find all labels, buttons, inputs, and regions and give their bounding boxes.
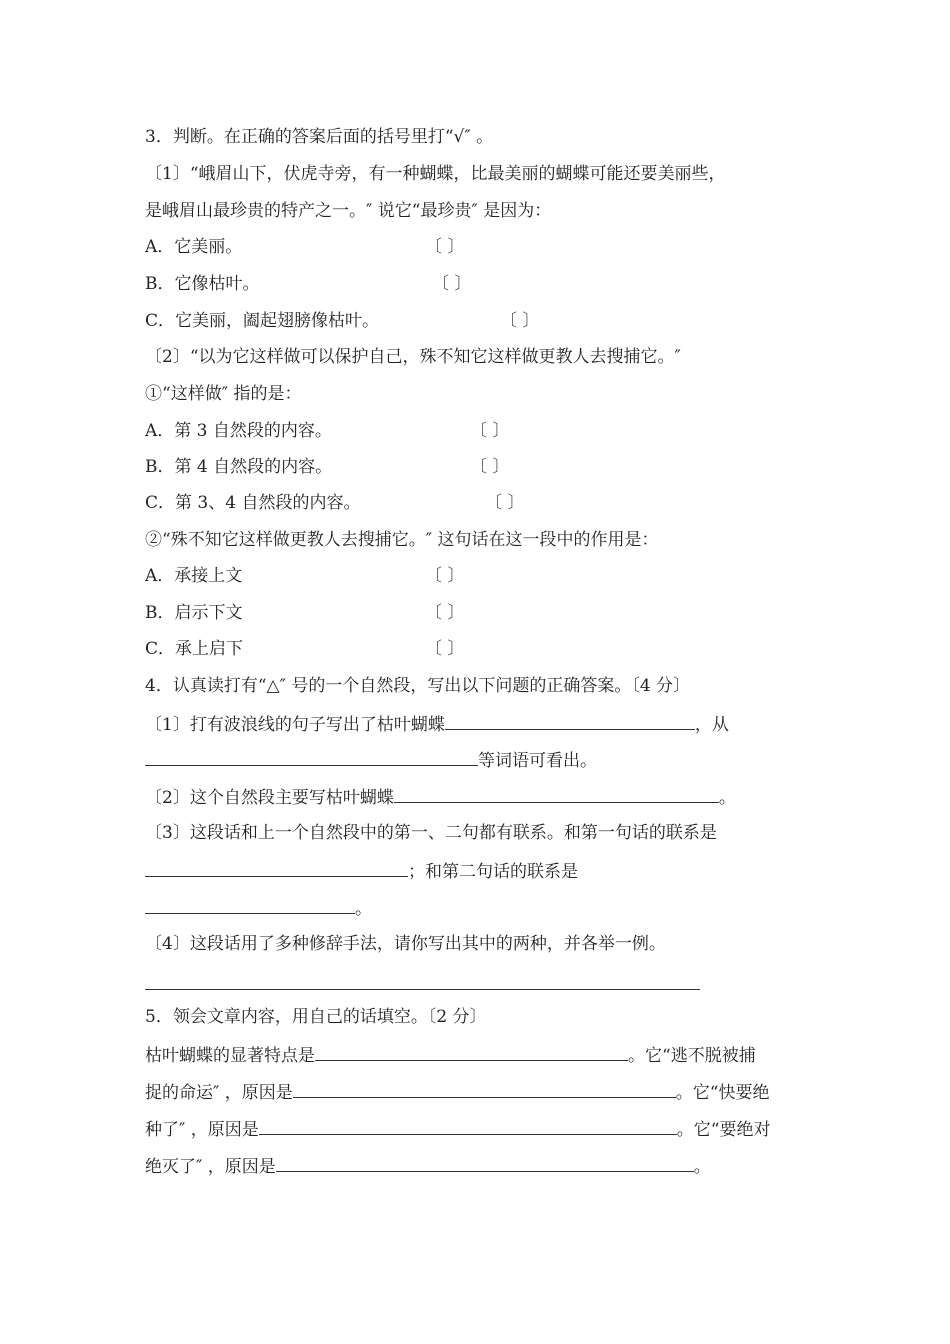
- q3-s2-q2-option-a: A．承接上文: [145, 566, 243, 586]
- answer-blank[interactable]: [145, 748, 478, 766]
- answer-paren[interactable]: 〔 〕: [425, 603, 465, 623]
- answer-blank[interactable]: [293, 1080, 676, 1098]
- answer-blank[interactable]: [445, 712, 695, 730]
- q4-p1-text-2: ，从: [694, 715, 729, 735]
- q4-p3-line1: 〔3〕这段话和上一个自然段中的第一、二句都有联系。和第一句话的联系是: [145, 823, 717, 843]
- q4-p3-line3: [145, 896, 372, 920]
- answer-blank[interactable]: [145, 859, 408, 877]
- q5-l3-text-2: 。它“要绝对: [676, 1120, 771, 1140]
- q4-p2-text-2: 。: [718, 788, 736, 808]
- q5-l1-text: 枯叶蝴蝶的显著特点是: [145, 1046, 315, 1066]
- q3-s1-line2: 是峨眉山最珍贵的特产之一。″ 说它“最珍贵″ 是因为：: [145, 201, 552, 221]
- q5-l4-text: 绝灭了″ ，原因是: [145, 1157, 276, 1177]
- q4-p1-text: 〔1〕打有波浪线的句子写出了枯叶蝴蝶: [145, 715, 445, 735]
- q3-title: 3．判断。在正确的答案后面的括号里打“√″ 。: [145, 127, 494, 147]
- answer-paren[interactable]: 〔 〕: [470, 457, 510, 477]
- q3-s2-q1-option-b: B．第 4 自然段的内容。: [145, 457, 333, 477]
- q3-s2-q1: ①“这样做″ 指的是：: [145, 384, 302, 404]
- q4-p2-text: 〔2〕这个自然段主要写枯叶蝴蝶: [145, 788, 394, 808]
- answer-blank[interactable]: [145, 896, 355, 914]
- q3-s1-option-c: C．它美丽，阖起翅膀像枯叶。: [145, 311, 380, 331]
- q3-s2-q2-option-c: C．承上启下: [145, 639, 244, 659]
- q4-p1-line2: [145, 748, 597, 772]
- answer-paren[interactable]: 〔 〕: [425, 639, 465, 659]
- q4-p1-text-3: 等词语可看出。: [478, 751, 597, 771]
- q5-l2-text: 捉的命运″ ，原因是: [145, 1083, 293, 1103]
- answer-line[interactable]: [145, 989, 700, 990]
- answer-paren[interactable]: 〔 〕: [425, 566, 465, 586]
- answer-blank[interactable]: [276, 1154, 694, 1172]
- q5-l2-text-2: 。它“快要绝: [675, 1083, 770, 1103]
- q3-s1-option-b: B．它像枯叶。: [145, 274, 260, 294]
- answer-paren[interactable]: 〔 〕: [425, 237, 465, 257]
- q4-p1-line1: [145, 712, 729, 736]
- q5-line4: [145, 1154, 711, 1178]
- q4-p3-text-2: ；和第二句话的联系是: [408, 862, 578, 882]
- q4-p4-line: 〔4〕这段话用了多种修辞手法，请你写出其中的两种，并各举一例。: [145, 934, 666, 954]
- q5-l1-text-2: 。它“逃不脱被捕: [628, 1046, 756, 1066]
- answer-paren[interactable]: 〔 〕: [470, 421, 510, 441]
- q3-s2-line: 〔2〕“以为它这样做可以保护自己，殊不知它这样做更教人去搜捕它。″: [145, 347, 681, 367]
- q3-s2-q2: ②“殊不知它这样做更教人去搜捕它。″ 这句话在这一段中的作用是：: [145, 530, 659, 550]
- q3-s2-q1-option-c: C．第 3、4 自然段的内容。: [145, 493, 361, 513]
- answer-paren[interactable]: 〔 〕: [432, 274, 472, 294]
- q3-s1-line1: 〔1〕“峨眉山下，伏虎寺旁，有一种蝴蝶，比最美丽的蝴蝶可能还要美丽些，: [145, 164, 726, 184]
- q3-s2-q1-option-a: A．第 3 自然段的内容。: [145, 421, 332, 441]
- q4-title: 4．认真读打有“△″ 号的一个自然段，写出以下问题的正确答案。〔4 分〕: [145, 676, 691, 696]
- q5-l4-text-2: 。: [693, 1157, 711, 1177]
- answer-blank[interactable]: [315, 1043, 628, 1061]
- answer-paren[interactable]: 〔 〕: [485, 493, 525, 513]
- answer-blank[interactable]: [259, 1117, 677, 1135]
- answer-blank[interactable]: [394, 785, 719, 803]
- q3-s2-q2-option-b: B．启示下文: [145, 603, 243, 623]
- q5-line1: [145, 1043, 756, 1067]
- answer-paren[interactable]: 〔 〕: [500, 311, 540, 331]
- q5-title: 5．领会文章内容，用自己的话填空。〔2 分〕: [145, 1007, 487, 1027]
- q3-s1-option-a: A．它美丽。: [145, 237, 243, 257]
- q5-l3-text: 种了″ ，原因是: [145, 1120, 259, 1140]
- q5-line3: [145, 1117, 770, 1141]
- q4-p2-line: [145, 785, 736, 809]
- q4-p3-text-3: 。: [355, 899, 372, 919]
- q4-p3-line2: [145, 859, 578, 883]
- q5-line2: [145, 1080, 769, 1104]
